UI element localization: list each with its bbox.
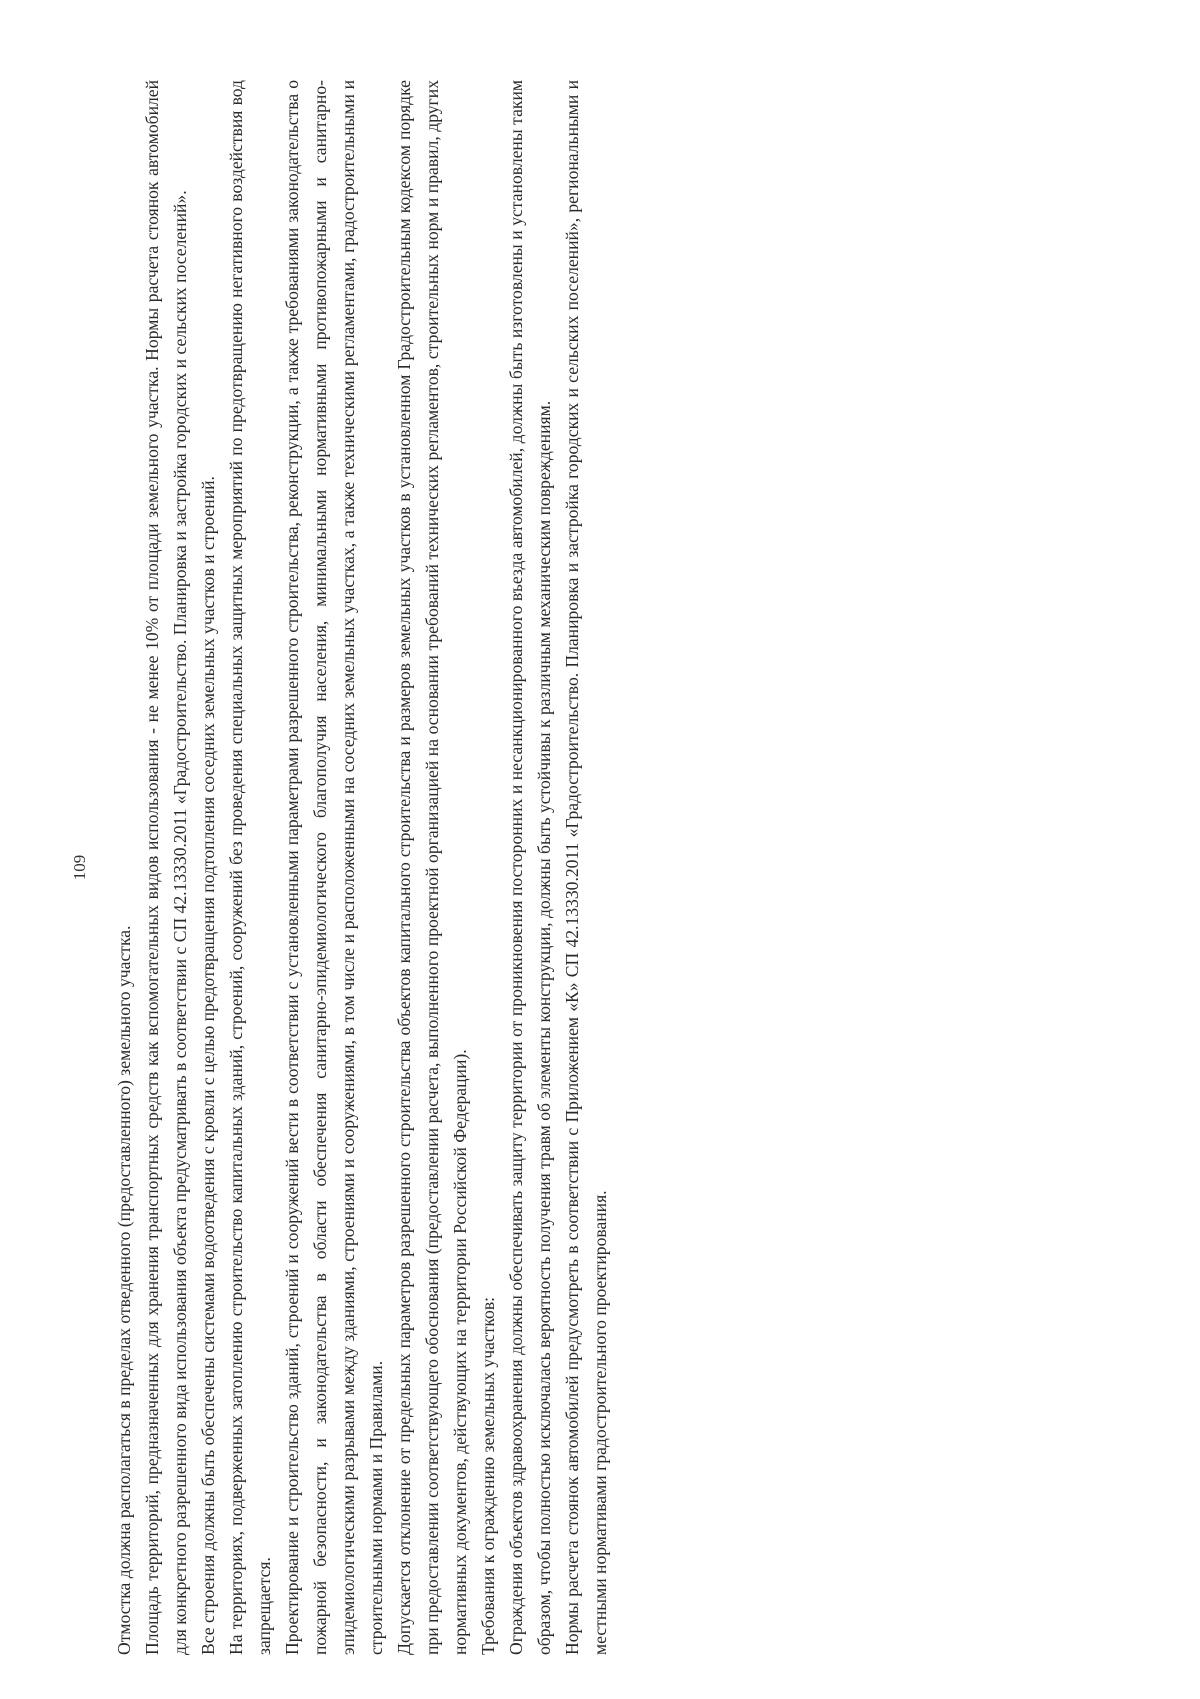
paragraph: Ограждения объектов здравоохранения должны обеспечивать защиту территории от проникновения посторонних и несанкционированного въезда автомобилей, должны быть изготовлены и установлены таким образом, чтобы полностью исключалась вероятность получения травм об элементы конструкции, должны быть устойчивы к различным механическим повреждениям. <box>506 80 554 1655</box>
paragraph: Все строения должны быть обеспечены системами водоотведения с кровли с целью предотвращения подтопления соседних земельных участков и строений. <box>198 476 218 1655</box>
body-text <box>110 80 614 1655</box>
paragraph: Площадь территорий, предназначенных для хранения транспортных средств как вспомогательных видов использования - не менее 10% от площади земельного участка. Нормы расчета стоянок автомобилей для конкретного разрешенного вида использования объекта предусматривать в соответствии с СП 42.13330.2011 «Градостроительство. Планировка и застройка городских и сельских поселений». <box>142 80 190 1655</box>
paragraph: Проектирование и строительство зданий, строений и сооружений вести в соответствии с установленными параметрами разрешенного строительства, реконструкции, а также требованиями законодательства о пожарной безопасности, и законодательства в области обеспечения санитарно-эпидемиологического благополучия населения, минимальными нормативными противопожарными и санитарно-эпидемиологическими разрывами между зданиями, строениями и сооружениями, в том числе и расположенными на соседних земельных участках, а также техническими регламентами, градостроительными и строительными нормами и Правилами. <box>282 80 386 1655</box>
rotated-content <box>70 80 1110 1655</box>
paragraph: Отмостка должна располагаться в пределах отведенного (предоставленного) земельного участка. <box>114 925 134 1655</box>
paragraph: Нормы расчета стоянок автомобилей предусмотреть в соответствии с Приложением «К» СП 42.13330.2011 «Градостроительство. Планировка и застройка городских и сельских поселений», региональными и местными нормативами градостроительного проектирования. <box>562 80 610 1655</box>
paragraph: Допускается отклонение от предельных параметров разрешенного строительства объектов капитального строительства и размеров земельных участков в установленном Градостроительным кодексом порядке при предоставлении соответствующего обоснования (предоставлении расчета, выполненного проектной организацией на основании требований технических регламентов, строительных норм и правил, других нормативных документов, действующих на территории Российской Федерации). <box>394 80 470 1655</box>
paragraph: На территориях, подверженных затоплению строительство капитальных зданий, строений, сооружений без проведения специальных защитных мероприятий по предотвращению негативного воздействия вод запрещается. <box>226 80 274 1655</box>
paragraph: Требования к ограждению земельных участков: <box>478 1296 498 1655</box>
page-number: 109 <box>70 854 89 881</box>
